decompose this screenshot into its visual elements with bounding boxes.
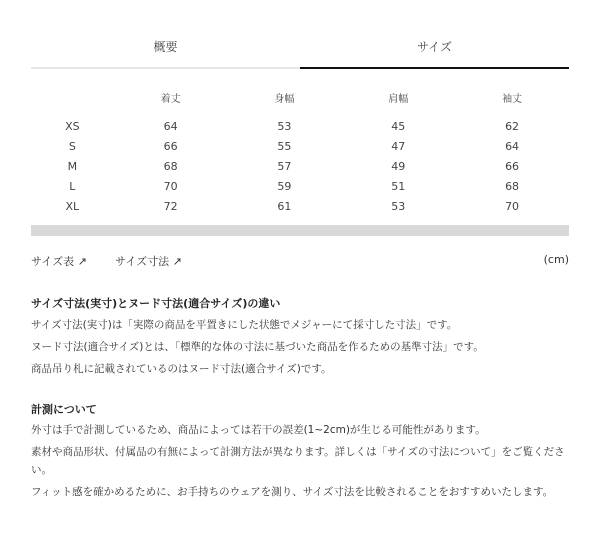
size-label: XL: [65, 199, 80, 213]
arrow-up-right-icon: ↗: [172, 255, 182, 268]
table-cell: 66: [505, 159, 520, 173]
arrow-up-right-icon: ↗: [77, 255, 87, 268]
table-cell: 68: [163, 159, 178, 173]
section-title: サイズ寸法(実寸)とヌード寸法(適合サイズ)の違い: [31, 297, 281, 310]
table-cell: 55: [277, 139, 292, 153]
text-line: 外寸は手で計測しているため、商品によっては若干の誤差(1~2cm)が生じる可能性があります。: [31, 424, 486, 436]
table-cell: 57: [277, 159, 292, 173]
table-cell: 49: [391, 159, 406, 173]
header-cell: 着丈: [160, 93, 181, 105]
section-title: 計測について: [31, 403, 97, 416]
tab-size[interactable]: サイズ: [416, 40, 453, 54]
tab-underline-active: [300, 67, 569, 69]
table-cell: 61: [277, 199, 292, 213]
table-cell: 70: [163, 179, 178, 193]
table-cell: 64: [505, 139, 520, 153]
unit-label: (cm): [543, 253, 569, 266]
table-cell: 68: [505, 179, 520, 193]
table-cell: 59: [277, 179, 292, 193]
size-label: XS: [65, 119, 80, 133]
text-line: フィット感を確かめるために、お手持ちのウェアを測り、サイズ寸法を比較されることをおすすめいたします。: [31, 486, 554, 498]
table-row: [31, 116, 569, 136]
table-cell: 70: [505, 199, 520, 213]
header-cell: [31, 86, 114, 108]
horizontal-scrollbar[interactable]: [31, 225, 569, 236]
header-cell: 身幅: [274, 93, 295, 105]
table-row: [31, 196, 569, 216]
header-cell: 袖丈: [502, 93, 523, 105]
size-label: S: [68, 139, 76, 153]
section-text: [31, 421, 571, 501]
table-cell: 62: [505, 119, 520, 133]
link-label: サイズ表: [31, 255, 75, 268]
size-label: M: [67, 159, 78, 173]
table-cell: 45: [391, 119, 406, 133]
table-cell: 53: [277, 119, 292, 133]
table-cell: 72: [163, 199, 178, 213]
text-line: サイズ寸法(実寸)は「実際の商品を平置きにした状態でメジャーにて採寸した寸法」です。: [31, 319, 458, 331]
table-cell: 66: [163, 139, 178, 153]
section-text: [31, 316, 571, 378]
text-line: 素材や商品形状、付属品の有無によって計測方法が異なります。詳しくは「サイズの寸法について」をご覧ください。: [31, 446, 565, 476]
table-row: [31, 176, 569, 196]
size-label: L: [69, 179, 76, 193]
table-cell: 51: [391, 179, 406, 193]
tab-underline-inactive: [31, 67, 300, 69]
header-cell: 肩幅: [388, 93, 409, 105]
link-label: サイズ寸法: [115, 255, 170, 268]
size-chart-link[interactable]: [31, 253, 87, 269]
table-header: [31, 86, 569, 108]
table-cell: 53: [391, 199, 406, 213]
tab-overview[interactable]: 概要: [153, 40, 178, 54]
table-row: [31, 156, 569, 176]
table-cell: 47: [391, 139, 406, 153]
size-dimensions-link[interactable]: [115, 253, 182, 269]
table-cell: 64: [163, 119, 178, 133]
size-table: [31, 86, 569, 216]
text-line: 商品吊り札に記載されているのはヌード寸法(適合サイズ)です。: [31, 363, 332, 375]
text-line: ヌード寸法(適合サイズ)とは、「標準的な体の寸法に基づいた商品を作るための基準寸法」です。: [31, 341, 484, 353]
table-row: [31, 136, 569, 156]
